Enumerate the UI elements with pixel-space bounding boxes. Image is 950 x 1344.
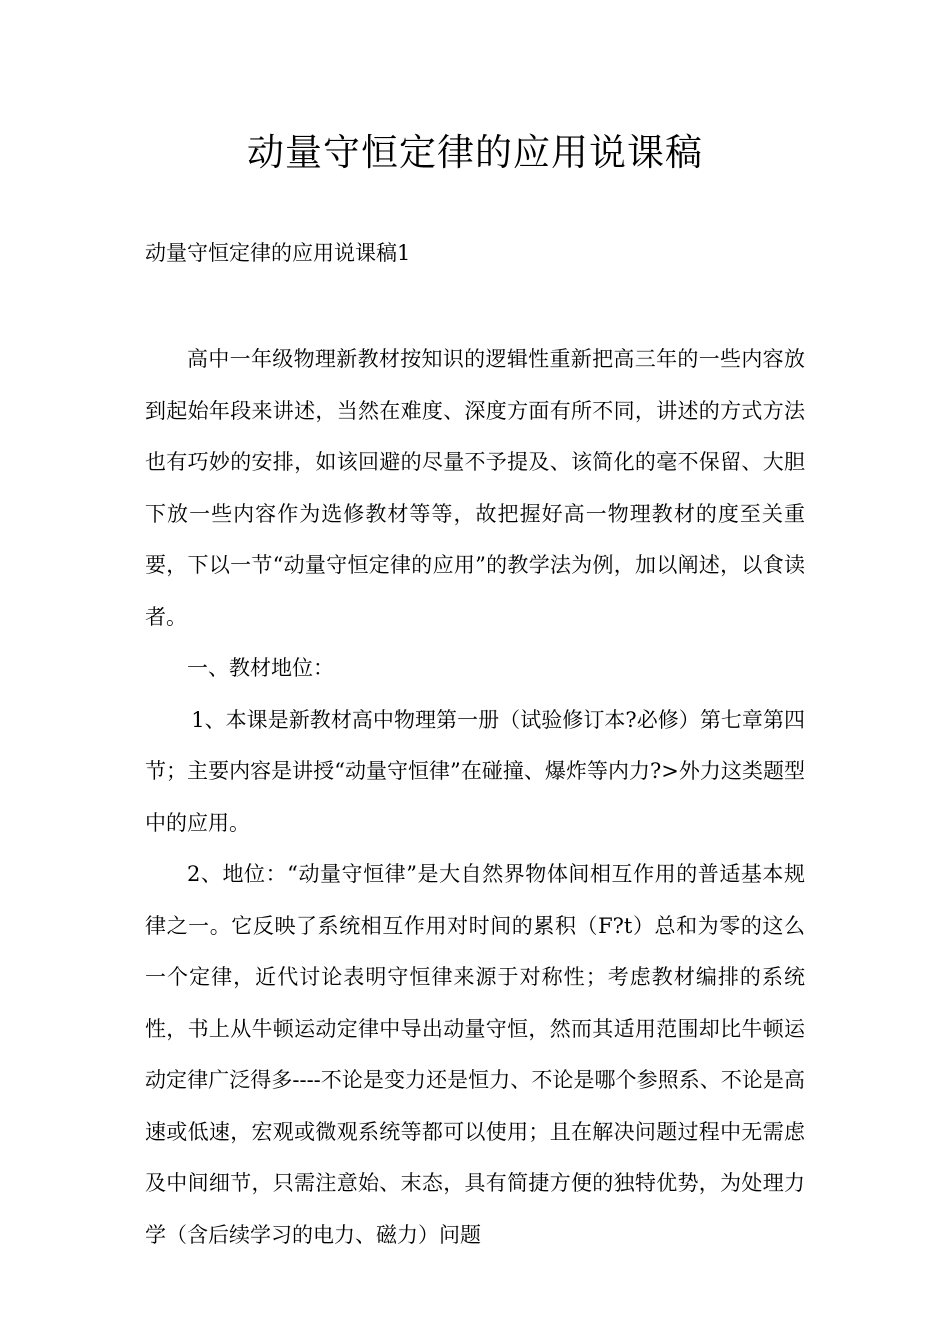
document-title: 动量守恒定律的应用说课稿 bbox=[247, 131, 703, 174]
paragraph-intro: 高中一年级物理新教材按知识的逻辑性重新把高三年的一些内容放到起始年段来讲述，当然在难度、深度方面有所不同，讲述的方式方法也有巧妙的安排，如该回避的尽量不予提及、该简化的毫不保留、大胆下放一些内容作为选修教材等等，故把握好高一物理教材的度至关重要，下以一节“动量守恒定律的应用”的教学法为例，加以阐述，以食读者。 bbox=[145, 347, 805, 629]
paragraph-section-heading: 一、教材地位： bbox=[187, 656, 334, 680]
document-subtitle: 动量守恒定律的应用说课稿1 bbox=[145, 241, 411, 265]
paragraph-point-1: 1、本课是新教材高中物理第一册（试验修订本?必修）第七章第四节；主要内容是讲授“动量守恒律”在碰撞、爆炸等内力?>外力这类题型中的应用。 bbox=[145, 707, 805, 835]
paragraph-point-2: 2、地位：“动量守恒律”是大自然界物体间相互作用的普适基本规律之一。它反映了系统相互作用对时间的累积（F?t）总和为零的这么一个定律，近代讨论表明守恒律来源于对称性；考虑教材编排的系统性，书上从牛顿运动定律中导出动量守恒，然而其适用范围却比牛顿运动定律广泛得多----不论是变力还是恒力、不论是哪个参照系、不论是高速或低速，宏观或微观系统等都可以使用；且在解决问题过程中无需虑及中间细节，只需注意始、末态，具有简捷方便的独特优势，为处理力学（含后续学习的电力、磁力）问题 bbox=[145, 862, 805, 1247]
document-body bbox=[145, 334, 805, 1261]
